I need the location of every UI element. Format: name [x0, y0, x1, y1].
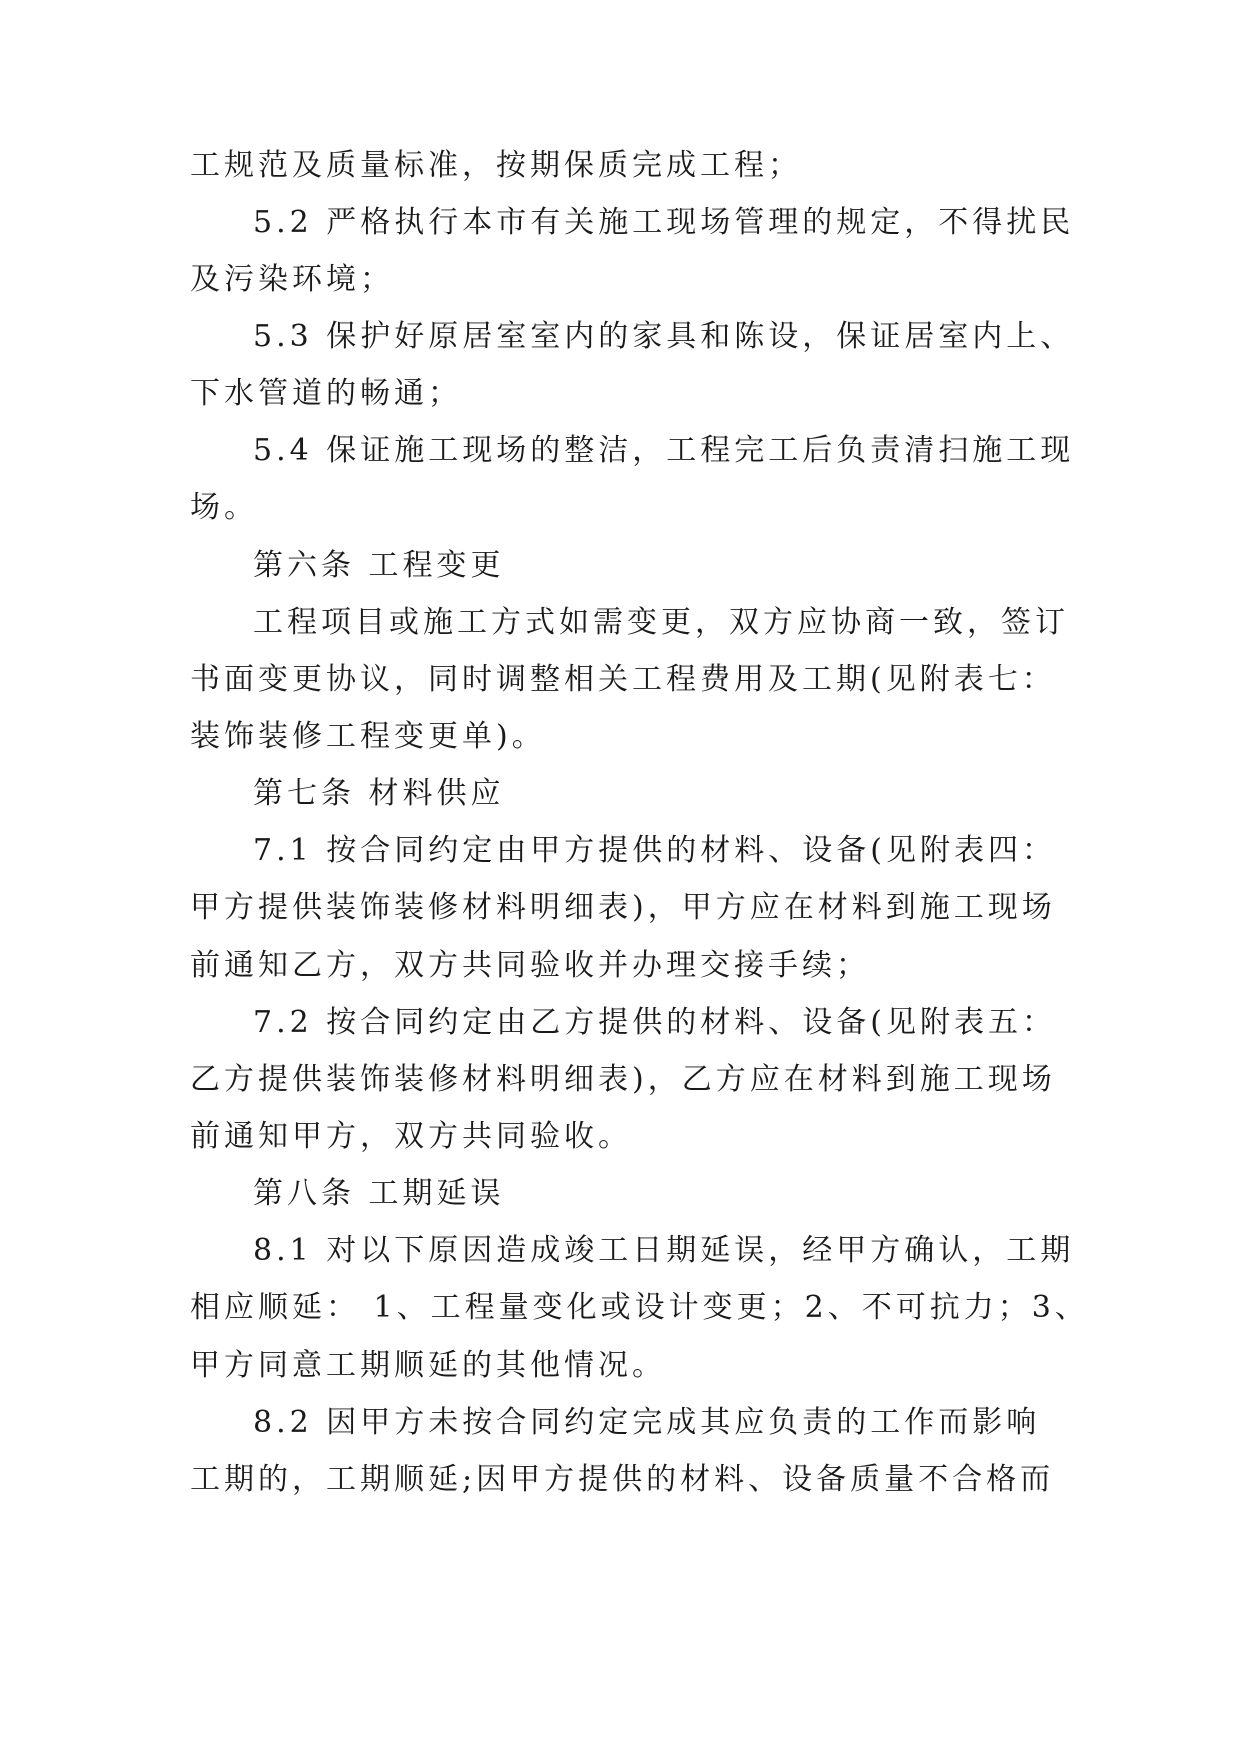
text-line: 甲方同意工期顺延的其他情况。	[190, 1348, 666, 1383]
text-line: 下水管道的畅通；	[190, 376, 462, 411]
text-line: 前通知乙方，双方共同验收并办理交接手续；	[190, 948, 870, 983]
text-line: 甲方提供装饰装修材料明细表)，甲方应在材料到施工现场	[190, 890, 1056, 925]
text-line: 书面变更协议，同时调整相关工程费用及工期(见附表七：	[190, 662, 1056, 697]
section-heading: 第六条 工程变更	[253, 548, 505, 583]
text-line: 工规范及质量标准，按期保质完成工程；	[190, 148, 802, 183]
text-line: 场。	[190, 490, 258, 525]
text-line: 乙方提供装饰装修材料明细表)，乙方应在材料到施工现场	[190, 1062, 1056, 1097]
text-line: 5.2 严格执行本市有关施工现场管理的规定，不得扰民	[253, 205, 1075, 240]
text-line: 8.1 对以下原因造成竣工日期延误，经甲方确认，工期	[253, 1233, 1075, 1268]
text-line: 相应顺延： 1、工程量变化或设计变更；2、不可抗力；3、	[190, 1290, 1089, 1325]
text-line: 工期的，工期顺延;因甲方提供的材料、设备质量不合格而	[190, 1462, 1055, 1497]
text-line: 及污染环境；	[190, 262, 394, 297]
text-line: 装饰装修工程变更单)。	[190, 719, 546, 754]
text-line: 8.2 因甲方未按合同约定完成其应负责的工作而影响	[253, 1405, 1041, 1440]
text-line: 5.3 保护好原居室室内的家具和陈设，保证居室内上、	[253, 319, 1075, 354]
text-line: 5.4 保证施工现场的整洁，工程完工后负责清扫施工现	[253, 433, 1075, 468]
section-heading: 第八条 工期延误	[253, 1176, 505, 1211]
text-line: 7.2 按合同约定由乙方提供的材料、设备(见附表五：	[253, 1005, 1056, 1040]
text-line: 7.1 按合同约定由甲方提供的材料、设备(见附表四：	[253, 833, 1056, 868]
section-heading: 第七条 材料供应	[253, 776, 505, 811]
text-line: 前通知甲方，双方共同验收。	[190, 1119, 632, 1154]
text-line: 工程项目或施工方式如需变更，双方应协商一致，签订	[253, 605, 1069, 640]
